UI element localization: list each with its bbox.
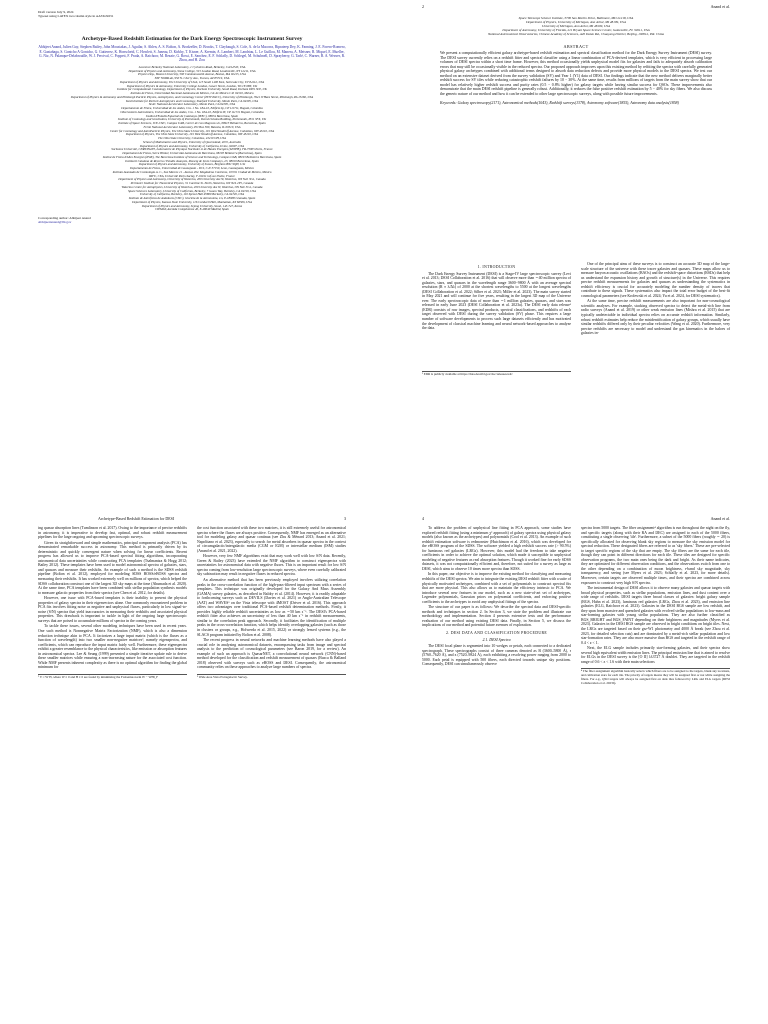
subsection-heading-desi-spectra: 2.1. DESI Spectra — [482, 637, 511, 642]
affiliation-line: National Astronomical Observatories, Chinese Academy of Sciences, A20 Datun Rd., Chaoyang District, Beijing, 100012, P.R. China — [487, 32, 664, 36]
affiliation-line: The Ohio State University, Columbus, 43210 OH, USA — [158, 136, 226, 141]
column-left — [422, 526, 571, 1016]
affiliation-line: CIEMAT, Avenida Complutense 40, E-28040 Madrid, Spain — [155, 207, 229, 212]
paragraph: To tackle these issues, several other modeling techniques have been used in recent years. One such method is Nonnegative Matrix Factorization (NMF), which is also a dimension reduction technique akin to PCA. It factorizes a large input matrix (which is the fluxes as a function of wavelength) into two smaller non-negative matrices², namely eigenspectra, and coefficients, which can reproduce the input matrix fairly well. Furthermore, these eigenspectra exhibit a greater resemblance to the physical characteristics, like emission or absorption features in astronomical spectra. Lee & Seung (1999) presented a simple iterative update rule to derive these smaller matrices while ensuring a non-increasing nature for the associated cost function. While NMF presents inherent complexity as there is no optimal algorithm for finding the global minimum for — [38, 624, 187, 670]
affiliation-line: Waterloo Centre for Astrophysics, University of Waterloo, 200 University Ave W, Waterloo, ON N2L 3G1, Canada — [121, 184, 263, 189]
paragraph: The instrumental design of DESI allows it to observe many galaxies and quasar targets with broad physical properties, such as stellar populations, emission lines, and dust content over a wide range of redshifts. DESI targets three broad classes of galaxies: bright galaxy sample (BGS, Hahn et al. 2023), luminous red galaxies (LRGs, Zhou et al. 2023), and emission line galaxies (ELG, Raichoor et al. 2023). Galaxies in the DESI BGS sample are low redshift, and they span from massive and quenched galaxies with evolved stellar populations to low-mass and star-forming galaxies with young stellar populations. They are also further classified as BGS_BRIGHT and BGS_FAINT depending on their brightness and magnitudes (Myers et al. 2023). Galaxies in the DESI BGS sample are observed in bright conditions on bright tiles. Next, the LRGs are targeted based on their grz-W1 photometry and 4000 Å break (see Zhou et al. 2023, for detailed selection cuts) and are dominated by a metal-rich stellar population and low star-formation rates. They are also more massive than BGS and targeted in the redshift range of 0.4 < z < 1. — [581, 586, 730, 645]
affiliation-line: Institut d'Estudis Espacials de Catalunya (IEEC), 08034 Barcelona, Spain — [145, 113, 239, 118]
page-number: 3 — [344, 516, 346, 521]
author-email-link[interactable]: AbhijeetAnand@lbl.gov — [38, 220, 72, 225]
affiliation-line: Instituto Avanzado de Cosmología A. C., San Marcos 11 - Atenas 202. Magdalena Contreras, 10720. Ciudad de México, México — [112, 169, 272, 174]
paragraph: ing quasar absorption lines (Tumlinson et al. 2017). Owing to the importance of precise redshifts in astronomy, it is imperative to develop fast, optimal, and robust redshift measurement pipelines for the large ongoing and upcoming spectroscopic surveys. — [38, 526, 187, 540]
affiliation-line: Departamento de Física, Universidad de los Andes, Cra. 1 No. 18A-10, Edificio Ip, CP 111711, Bogotá, Colombia — [121, 106, 263, 111]
affiliation-line: Departamento de Física, Universidad de Guanajuato - DCI, C.P. 37150, Leon, Guanajuato, México — [130, 166, 254, 171]
column-right — [581, 526, 730, 1016]
affiliation-line: Department of Astronomy, University of Florida, 211 Bryant Space Science Center, Gainesville, FL 32611, USA — [502, 28, 650, 32]
affiliation-line: Department of Physics, The Ohio State University, 191 West Woodruff Avenue, Columbus, OH 43210, USA — [125, 132, 259, 137]
affiliation-line: Institució Catalana de Recerca i Estudis Avançats, Passeig de Lluís Companys, 23, 08010 Barcelona, Spain — [125, 158, 259, 163]
affiliation-line: Lawrence Berkeley National Laboratory, 1 Cyclotron Road, Berkeley, CA 94720, USA — [138, 64, 246, 69]
affiliation-line: Space Sciences Laboratory, University of California, Berkeley, 7 Gauss Way, Berkeley, CA 94720, USA — [128, 188, 256, 193]
section-heading-data: 2. DESI DATA AND CLASSIFICATION PROCEDURE — [445, 631, 548, 636]
paragraph: spectra from 5000 targets. The fiber assignment⁴ algorithm is run throughout the night on the fly, and specific targets (along with their RA and DEC) are assigned to each of the 5000 fibers, constituting a single observing 'tile'. Furthermore, a subset of the 5000 fibers (roughly ∼ 20) is specifically allocated for observing blank sky regions to measure the sky emission model for spectral reduction. These designated fibers are referred to as 'sky fibers.' These are pre-selected to target specific regions of the sky that are empty. The sky fibers are the same for each tile, though they can point in different directions for each tile. These tiles are designed for specific observation programs, the two main ones being the dark and bright. As their name indicates, they are optimized for different observation conditions, and the observations switch from one to the other depending on a combination of moon brightness, r-band sky magnitude, sky transparency, and seeing (see Myers et al. 2023; Schlafly et al. 2023, for more details). Moreover, certain targets are observed multiple times, and their spectra are combined across exposures to construct very high S/N spectra. — [581, 526, 731, 585]
author-list[interactable]: Abhijeet Anand, Julien Guy, Stephen Bailey, John Moustakas, J. Aguilar, S. Ahlen, A. S. Bolton, A. Brodzeller, D. Brooks, T. Claybaugh, S. Cole, A. de la Macorra, Biprateep Dey, K. Fanning, J. E. Forero-Romero, E. Gaztañaga, S. Gontcho A Gontcho, G. Gutierrez, K. Honscheid, C. Howlett, S. Juneau, D. Kirkby, T. Kisner, A. Kremin, A. Lambert, M. Landriau, L. Le Guillou, M. Manera, A. Meisner, R. Miquel, E. Mueller, G. Niz, N. Palanque-Delabrouille, W. J. Percival, C. Poppett, F. Prada, A. Raichoor, M. Rezaie, G. Rossi, E. Sanchez, E. F. Schlafly, D. Schlegel, M. Schubnell, D. Sprayberry, G. Tarlé, C. Warner, B. A. Weaver, R. Zhou, and H. Zou — [38, 45, 346, 63]
affiliation-line: Physics Dep., Boston University, 590 Commonwealth Avenue, Boston, MA 02215, USA — [138, 72, 246, 77]
column-left — [422, 262, 571, 504]
keywords: Keywords: Galaxy spectroscopy(2171), Astronomical methods(1043), Redshift surveys(1378), Astronomy software(1855), Astronomy data analysis(1858) — [440, 101, 679, 105]
affiliation-line: Space Telescope Science Institute, 3700 San Martin Drive, Baltimore, MD 21218, USA — [518, 16, 634, 20]
column-left — [38, 526, 187, 1016]
affiliation-line: Kavli Institute for Particle Astrophysics and Cosmology, Stanford University, Menlo Park, CA 94305, USA — [125, 98, 259, 103]
paragraph: However, one issue with PCA-based templates is their inability to present the physical properties of galaxy spectra in their eigenvectors alone. One commonly encountered problem in PCA fits involves fitting noise as negative and unphysical fluxes, particularly in low signal-to-noise (S/N) spectra that yield inaccuracies in measuring their redshifts and associated physical properties. This drawback is important to tackle in light of the ongoing large spectroscopic surveys that are poised to accumulate millions of spectra in the coming years. — [38, 596, 187, 623]
corresponding-author — [38, 216, 346, 224]
column-right — [197, 526, 346, 1016]
draft-version: Draft version July 9, 2024 — [38, 10, 74, 14]
affiliation-list — [38, 66, 346, 212]
affiliation-line: University of California, Berkeley, 110 Sproul Hall #5800 Berkeley, CA 94720, USA — [139, 192, 245, 197]
affiliation-line: Institut de Física d'Altes Energies (IFAE), The Barcelona Institute of Science and Technology, Campus UAB, 08193 Bellaterra Barcelona, Spain — [102, 154, 282, 159]
affiliation-line: Center for Cosmology and AstroParticle Physics, The Ohio State University, 191 West Woodruff Avenue, Columbus, OH 43210, USA — [109, 128, 275, 133]
paper-title: Archetype-Based Redshift Estimation for the Dark Energy Spectroscopic Instrument Survey — [81, 36, 303, 43]
abstract-heading: ABSTRACT — [563, 44, 589, 49]
affiliation-line: Institute of Cosmology and Gravitation, University of Portsmouth, Dennis Sciama Building, Portsmouth, PO1 3FX, UK — [117, 117, 267, 122]
affiliation-line: Department of Physics & Astronomy, University College London, Gower Street, London, WC1E 6BT, UK — [126, 83, 258, 88]
paragraph: The recent progress in neural networks and machine learning methods have also played a crucial role in analyzing astronomical datasets, encompassing tasks from image and spectral analysis to the prediction of cosmological parameters (see Baron 2019, for a review). An example of such an approach is QuasarNET, a convolutional neural network (CNN)-based method developed for the classification and redshift measurement of quasars (Busca & Balland 2018) observed with surveys such as eBOSS and DESI. Consequently, the astronomical community relies on these approaches to analyze large numbers of spectra. — [197, 638, 346, 670]
paragraph: Next, the ELG sample includes primarily star-forming galaxies, and their spectra show several high equivalent width emission lines. The principal emission line that is aimed to resolve for ELGs in the DESI survey is the [O II] λλ3727 Å doublet. They are targeted in the redshift range of 0.6 < z < 1.6 with their main selections — [581, 646, 730, 664]
affiliation-line: Fermi National Accelerator Laboratory, PO Box 500, Batavia, IL 60510, USA — [143, 124, 241, 129]
page-3 — [0, 512, 384, 1024]
paragraph: In this paper, our objective is to improve the existing method for classifying and measuring redshifts of the DESI spectra. We aim to integrate the existing DESI redshift fitter with a suite of physically motivated archetypes, combined with a set of polynomials to construct spectral fits that are more physical. This also allows us to maintain the efficiency intrinsic to PCA. We introduce several new features in our model, such as a new state-of-art set of archetypes, Legendre polynomials, Gaussian priors on polynomial coefficients, and enforcing positive coefficients to the archetypes to avoid any unphysical fittings of the spectra. — [422, 572, 571, 604]
paragraph: The DESI focal plane is segmented into 10 wedges or petals, each connected to a dedicated spectrograph. These spectrographs consist of three cameras denoted as B (3600–5800 Å), r (5760–7620 Å), and z (7520–9824 Å), each exhibiting a resolving power ranging from 2000 to 5000. Each petal is equipped with 500 fibers, each directed towards unique sky positions. Consequently, DESI can simultaneously observe — [422, 644, 571, 667]
running-head: Archetype-Based Redshift Estimation for DESI — [98, 516, 175, 521]
affiliation-line: Observatorio Astronómico, Universidad de los Andes, Cra. 1 No. 18A-10, Edificio H, CP 111711 Bogotá, Colombia — [120, 109, 264, 114]
paragraph: The Dark Energy Survey Instrument (DESI) is a Stage-IV large spectroscopic survey (Levi et al. 2013; DESI Collaboration et al. 2016) that will observe more than ∼40 million spectra of galaxies, stars, and quasars in the wavelength range 3600−9800 Å with an average spectral resolution (R ≡ λ/Δλ) of 2000 at the shortest wavelengths to 5500 at the longest wavelengths (DESI Collaboration et al. 2022; Silber et al. 2023; Miller et al. 2023). The main survey started in May 2021 and will continue for five years, resulting in the largest 3D map of the Universe ever. The early spectroscopic data of more than ∼1 million galaxies, quasars, and stars was released in early June 2023 (DESI Collaboration et al. 2023a). The DESI early data release¹ (EDR) consists of raw images, spectral products, spectral classifications, and redshifts of each target observed with DESI during the survey validation (SV) phase. This requires a large number of software developments to process such large datasets efficiently and has motivated the development of classical machine learning and neural network-based approaches to analyze the data. — [422, 271, 571, 331]
affiliation-line: Department of Physics and Astronomy, University of California, Irvine, 92697, USA — [139, 143, 245, 148]
page-number: 4 — [422, 516, 424, 521]
corresponding-author-label: Corresponding author: Abhijeet Anand — [38, 216, 91, 221]
typeset-note: Typeset using LATEX twocolumn style in AASTeX631 — [38, 14, 114, 19]
affiliation-line: Perimeter Institute for Theoretical Physics, 31 Caroline St. North, Waterloo, ON N2L 2Y5, Canada — [130, 181, 254, 186]
column-right — [581, 262, 730, 504]
affiliation-line: IRFU, CEA, Université Paris-Saclay, F-91191 Gif-sur-Yvette, France — [149, 173, 235, 178]
affiliation-line: Department of Physics, University of Michigan, Ann Arbor, MI 48109, USA — [526, 20, 626, 24]
affiliation-line: Department of Physics and Astronomy, University of Waterloo, 200 University Ave W, Waterloo, ON N2L 3G1, Canada — [118, 177, 266, 182]
affiliation-line: Departament de Física, Serra Húnter, Universitat Autònoma de Barcelona, 08193 Bellaterra (Barcelona), Spain — [122, 151, 262, 156]
page-4 — [384, 512, 768, 1024]
footnote: ⁴ The fiber assignment algorithm basically selects which fibers are to be assigned to the targets, blank sky locations, and calibration stars for each tile. The priority of targets means they will be assigned first or not while assigning the fibers. For e.g., QSO targets will always be assigned first on dark tiles followed by LRG and ELG targets (DESI Collaboration et al. 2023b). — [581, 669, 730, 685]
paragraph: One of the principal aims of these surveys is to construct an accurate 3D map of the large-scale structure of the universe with these tracer galaxies and quasars. These maps allow us to measure baryon acoustic oscillations (BAOs) and the redshift-space distortions (RSDs) that help us understand the expansion history and growth of structure(s) in the Universe. This requires precise redshift measurements for galaxies and quasars as understanding the systematics in redshift efficiency is crucial for accurately modeling the number density of tracers that contribute to these signals. These systematics also impact the total error budget of the best-fit cosmological parameters (see Krolewski et al. 2024; Yu et al. 2024, for DESI systematics). — [581, 262, 730, 298]
affiliation-line: Department of Physics and Astronomy, The University of Utah, 115 South 1400 East, Salt Lake City, UT 84112, USA — [119, 79, 265, 84]
affiliation-line: Department of Physics and Astronomy, Siena College, 515 Loudon Road, Loudonville, NY 12211, USA — [128, 68, 256, 73]
affiliation-line: Instituto de Física, Universidad Nacional Autónoma de México, Cd. de México C.P. 04510, México — [130, 91, 254, 96]
affiliation-line: NSF NOIRLab, 950 N. Cherry Ave., Tucson, AZ 85719, USA — [154, 76, 230, 81]
affiliation-line: Department of Physics, Kansas State University, 116 Cardwell Hall, Manhattan, KS 66506, USA — [132, 199, 252, 204]
paragraph: the cost function associated with these two matrices, it is still extremely useful for astronomical spectra where the fluxes are always positive. Consequently, NMF has emerged as an alternative tool for modeling galaxy and quasar continua (see Zhu & Ménard 2013; Anand et al. 2021; Napolitano et al. 2023), especially to search for metal absorbers in quasar spectra in the context of circumgalactic/intergalactic media (CGM or IGM) or interstellar medium (ISM) studies (Anand et al. 2021, 2022). — [197, 526, 346, 553]
running-head: Anand et al. — [710, 516, 730, 521]
footnote: ¹ EDR is publicly available at https://data.desi.lbl.gov/doc/releases/edr/ — [422, 371, 571, 377]
affiliation-line: Department of Physics and Astronomy, Sejong University, Seoul, 143-747, Korea — [141, 203, 243, 208]
affiliation-line: School of Mathematics and Physics, University of Queensland, 4072, Australia — [143, 139, 241, 144]
affiliation-line: Instituto de Astrofísica de Andalucía (CSIC), Glorieta de la Astronomía, s/n, E-18008 Granada, Spain — [128, 196, 256, 201]
page-2 — [384, 0, 768, 512]
footnote: ² V ≈ W·H, where W ≥ 0 and H ≥ 0 are found by minimizing the Frobenius norm ‖V − WH‖_F — [38, 674, 187, 680]
page-1 — [0, 0, 384, 512]
paragraph: Given its straightforward and simple mathematics, principal component analysis (PCA) has demonstrated remarkable success in astronomy. This method is primarily driven by its deterministic and quickly convergent nature when solving for linear coefficients. Recent progress has allowed us to improve PCA-based spectral fitting algorithms, incorporating astronomical data uncertainties while constructing PCA templates (Tsalmantza & Hogg 2012; Bailey 2012). These templates have been used to model astronomical spectra of galaxies, stars, and quasars and measure their redshifts. An example of such a method is the SDSS redshift pipeline (Bolton et al. 2012), employed for modeling SDSS BOSS/eBOSS spectra and measuring their redshifts. It has worked extremely well on millions of spectra, which helped the SDSS collaboration construct one of the largest 3D sky maps at the time (Ahumada et al. 2020). At the same time, PCA templates have been combined with stellar population synthesis models to measure galactic properties from their spectra (see Chen et al. 2012, for details). — [38, 540, 187, 595]
affiliation-line: Department of Physics & Astronomy and Pittsburgh Particle Physics, Astrophysics, and Cosmology Center (PITT PACC), University of Pittsburgh, 3941 O'Hara Street, Pittsburgh, PA 15260, USA — [70, 94, 314, 99]
footnote: ³ Wide Area Vista Extragalactic Survey. — [197, 674, 346, 680]
affiliation-list-continued — [422, 16, 730, 36]
affiliation-line: SLAC National Accelerator Laboratory, Menlo Park, CA 94305, USA — [148, 102, 236, 107]
affiliation-line: Department of Physics and Astronomy, University of Sussex, Brighton BN1 9QH, U.K — [138, 162, 246, 167]
paragraph: The structure of our paper is as follows: We describe the spectral data and DESI-specific methods and techniques in section 2. In Section 3, we state the problem and illustrate our methodology and implementation. Section 4 presents extensive tests and the performance evaluation of our method using existing DESI data. Finally, in Section 5, we discuss the implications of our method and potential future avenues of exploration. — [422, 605, 571, 628]
abstract-text: We present a computationally efficient galaxy archetype-based redshift estimation and spectral classification method for the Dark Energy Survey Instrument (DESI) survey. The DESI survey currently relies on a redshift fitter and spectral classifier using a linear combination of PCA-derived templates, which is very efficient in processing large volumes of DESI spectra within a short time frame. However, this method occasionally yields unphysical model fits for galaxies and fails to adequately absorb calibration errors that may still be occasionally visible in the reduced spectra. Our proposed approach improves upon this existing method by refitting the spectra with carefully generated physical galaxy archetypes combined with additional terms designed to absorb data reduction defects and provide more physical models to the DESI spectra. We test our method on an extensive dataset derived from the survey validation (SV) and Year 1 (Y1) data of DESI. Our findings indicate that the new method delivers marginally better redshift success for SV tiles while reducing catastrophic redshift failures by 10 − 30%. At the same time, results from millions of targets from the main survey show that our model has relatively higher redshift success and purity rates (0.5 − 0.8% higher) for galaxy targets while having similar success for QSOs. These improvements also demonstrate that the main DESI redshift pipeline is generally robust. Additionally, it reduces the false positive redshift estimation by 5 − 40% for sky fibers. We also discuss the generic nature of our method and how it can be extended to other large spectroscopic surveys, along with possible future improvements. — [440, 51, 712, 96]
affiliation-line: Institute of Space Sciences, ICE-CSIC, Campus UAB, Carrer de Can Magrans s/n, 08913 Bellaterra, Barcelona, Spain — [118, 121, 266, 126]
paragraph: An alternative method that has been previously employed involves utilizing correlation peaks in the cross-correlation function of the high-pass-filtered input spectrum with a series of templates. This technique was originally developed for the Galaxy And Mass Assembly (GAMA) survey galaxies, as described in Baldry et al. (2014). However, it is readily adaptable to forthcoming surveys such as DEVILS (Davies et al. 2021) or Anglo-Australian Telescope (AAT) and WAVES³ on the Vista telescope with 4MOST (Driver et al. 2016). This approach offers two advantages over traditional PCA-based redshift determination methods. Firstly, it provides highly reliable redshift uncertainties as low as ∼50 km s⁻¹. The DESI's PCA-based redshift fitter also achieves an uncertainty of less than 40 km s⁻¹ in redshift measurements, similar to the correlation peak approach. Secondly, it facilitates the identification of multiple peaks in the cross-correlation function, which helps identify overlapping galaxies (such as those in clusters or groups, e.g., Holwerda et al. 2015, 2022) or strongly lensed systems (e.g., the SLACS program initiated by Bolton et al. 2008). — [197, 578, 346, 637]
section-heading-introduction: 1. INTRODUCTION — [477, 265, 516, 269]
paragraph: However, very few NMF algorithms exist that may work well with low S/N data. Recently, Green & Bailey (2023) have extended the NMF algorithm to construct eigenspectra with uncertainties for astronomical data with negative fluxes. This is an important result for low S/N spectra coming from low-resolution large spectroscopic surveys, where even carefully calibrated sky subtraction may result in negative fluxes in reduced spectra. — [197, 554, 346, 577]
paragraph: To address the problem of unphysical line fitting in PCA approach, some studies have explored redshift fitting (using a minimum χ² approach) of galaxy spectra using physical galaxy models (also known as the archetypes) and polynomials (Cool et al. 2013). An example of such redshift estimation software is redmonster (Hutchinson et al. 2016), which was developed for the eBOSS program of the SDSS. The software yielded a high redshift success rate (> 90.5%) for luminous red galaxies (LRGs). However, this model had the freedom to take negative coefficients in order to achieve the optimal solution, which made it susceptible to unphysical modeling of negative features as real absorption features. Though it worked fine for early SDSS datasets, it was not computationally efficient and, therefore, not suited for a survey as large as DESI, which aims to observe 10 times more spectra than SDSS. — [422, 526, 571, 571]
paragraph: At the same time, precise redshift measurements are also important for non-cosmological scientific analyses. For example, stacking observed spectra to detect the metal-rich line from radio surveys (Anand et al. 2019) or other weak emission lines (Mishra et al. 2015) that are typically undetectable in individual spectra relies on accurate redshift information. Similarly, robust redshift estimates help reduce the misidentification of galaxy groups, which usually have similar redshifts differed only by their peculiar velocities (Wang et al. 2020). Furthermore, very precise redshifts are necessary to model and understand the gas kinematics in the haloes of galaxies in- — [581, 299, 730, 336]
affiliation-line: Institute for Computational Cosmology, Department of Physics, Durham University, South Road, Durham DH1 3LE, UK — [117, 87, 267, 92]
page-number: 2 — [422, 4, 424, 9]
running-head: Anand et al. — [710, 4, 730, 9]
affiliation-line: University of Michigan, Ann Arbor, MI 48109, USA — [541, 24, 610, 28]
affiliation-line: Sorbonne Université, CNRS/IN2P3, Laboratoire de Physique Nucléaire et de Hautes Energies (LPNHE), FR-75005 Paris, France — [111, 147, 273, 152]
